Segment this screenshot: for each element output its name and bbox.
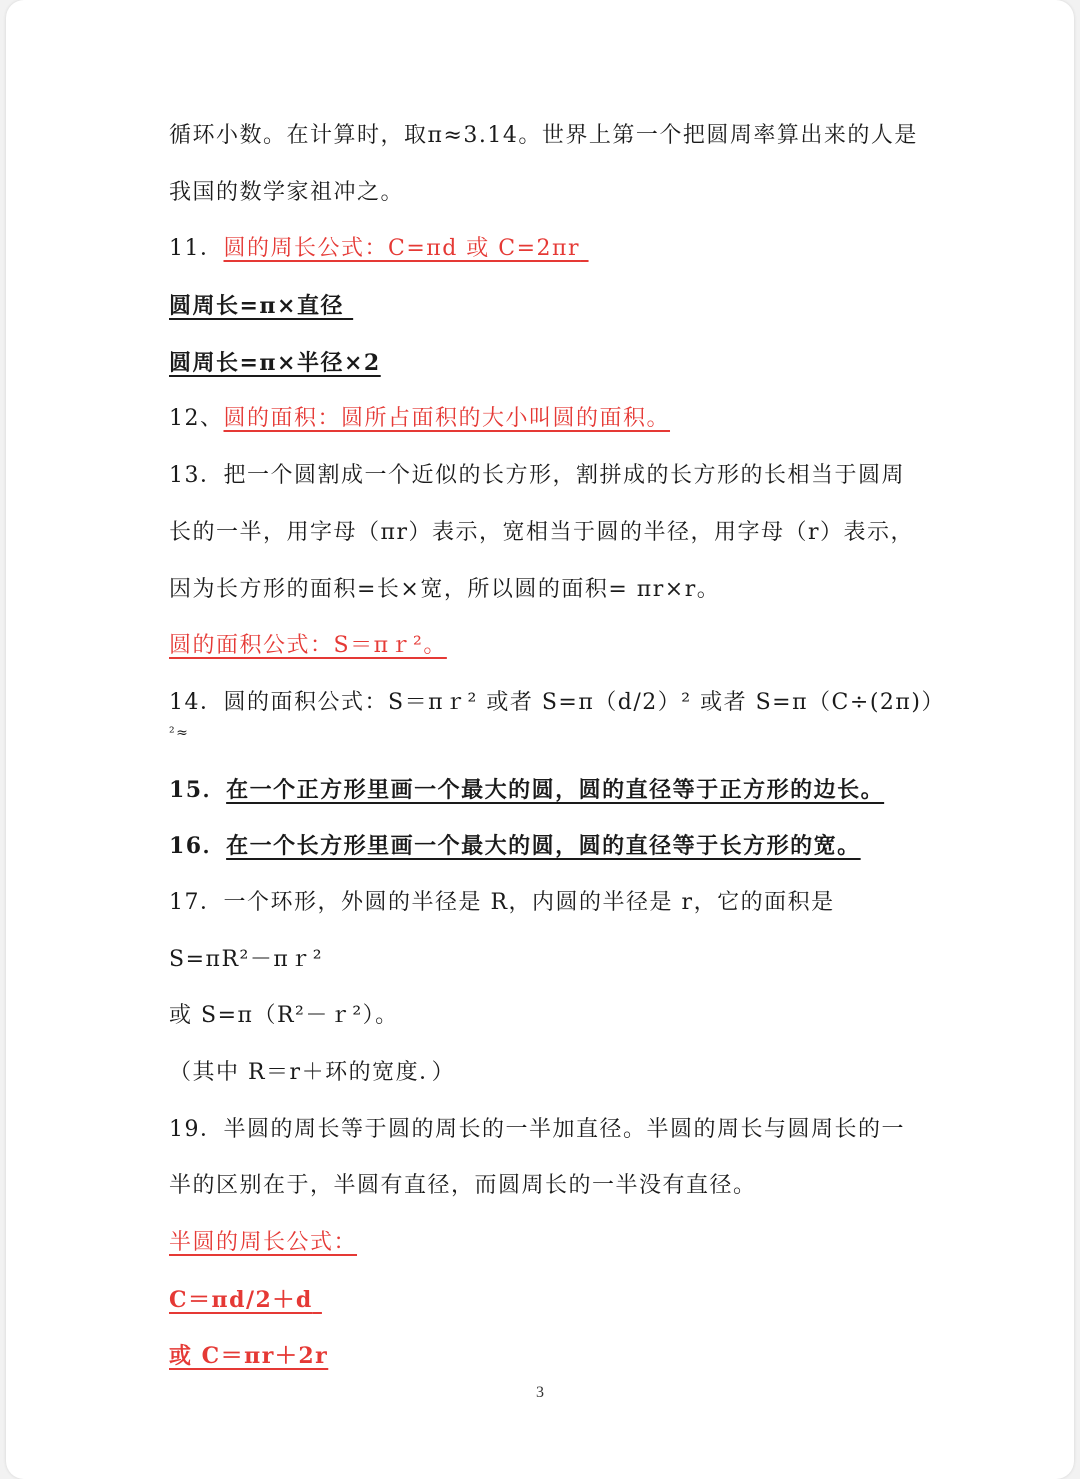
document-page	[6, 0, 1074, 1479]
area-formula-heading: 圆的面积公式：S＝πｒ²。	[169, 633, 447, 659]
text-line	[169, 562, 929, 619]
text-line	[169, 278, 929, 335]
text-line	[169, 335, 929, 392]
text-line	[169, 1328, 929, 1385]
circumference-radius-formula: 圆周长=π×半径×2	[169, 349, 381, 376]
text-span: ²≈	[169, 724, 190, 741]
ring-area-formula-alt: 或 S=π（R²－ｒ²）。	[169, 1003, 399, 1029]
text-line	[169, 1215, 929, 1272]
page-content	[169, 108, 945, 1385]
item-17	[169, 875, 929, 932]
underline-padding	[344, 278, 358, 335]
text-span: （其中 R＝r＋环的宽度．）	[169, 1060, 456, 1085]
item-number: 12、	[169, 406, 224, 432]
text-line	[169, 505, 929, 562]
text-span: 14．圆的面积公式：S＝πｒ² 或者 S=π（d/2）² 或者 S=π（C÷(2π)）	[169, 689, 945, 715]
semicircle-formula-heading: 半圆的周长公式：	[169, 1230, 358, 1256]
rectangle-inscribed-circle-rule: 在一个长方形里画一个最大的圆，圆的直径等于长方形的宽。	[226, 833, 861, 860]
underline-padding	[580, 221, 598, 278]
item-12	[169, 391, 929, 448]
area-definition: 圆的面积：圆所占面积的大小叫圆的面积。	[223, 406, 671, 432]
text-span: 因为长方形的面积=长×宽，所以圆的面积= πr×r。	[169, 576, 721, 602]
item-19	[169, 1102, 929, 1159]
item-number: 11．	[169, 236, 224, 262]
item-14	[169, 675, 945, 732]
circumference-formula-heading: 圆的周长公式：C=πd 或 C=2πr	[223, 236, 581, 262]
text-span: 我国的数学家祖冲之。	[169, 179, 405, 205]
square-inscribed-circle-rule: 在一个正方形里画一个最大的圆，圆的直径等于正方形的边长。	[226, 776, 885, 803]
text-line	[169, 1158, 929, 1215]
item-15	[169, 762, 929, 819]
text-line	[169, 988, 929, 1045]
text-line	[169, 165, 929, 222]
item-16	[169, 818, 929, 875]
semicircle-formula-radius: 或 C＝πr＋2r	[169, 1343, 329, 1370]
underline-padding	[313, 1272, 335, 1329]
item-11	[169, 221, 929, 278]
text-span: 循环小数。在计算时，取π≈3.14。世界上第一个把圆周率算出来的人是	[169, 123, 918, 148]
text-span: 长的一半，用字母（πr）表示，宽相当于圆的半径，用字母（r）表示，	[169, 519, 914, 545]
text-line	[169, 1272, 929, 1329]
text-span: 半的区别在于，半圆有直径，而圆周长的一半没有直径。	[169, 1173, 757, 1199]
item-number: 16．	[169, 833, 227, 860]
text-span: 19．半圆的周长等于圆的周长的一半加直径。半圆的周长与圆周长的一	[169, 1116, 905, 1142]
circumference-diameter-formula: 圆周长=π×直径	[169, 293, 344, 320]
text-line	[169, 932, 929, 989]
item-number: 15．	[169, 776, 227, 803]
page-number: 3	[536, 1384, 544, 1401]
text-line	[169, 448, 929, 505]
text-span: 13．把一个圆割成一个近似的长方形，割拼成的长方形的长相当于圆周	[169, 463, 905, 489]
text-span: 17．一个环形，外圆的半径是 R，内圆的半径是 r，它的面积是	[169, 889, 835, 915]
text-line	[169, 1045, 929, 1102]
text-line	[169, 618, 929, 675]
text-line	[169, 108, 929, 165]
ring-area-formula: S=πR²－πｒ²	[169, 946, 324, 972]
semicircle-formula-diameter: C＝πd/2＋d	[169, 1286, 313, 1313]
